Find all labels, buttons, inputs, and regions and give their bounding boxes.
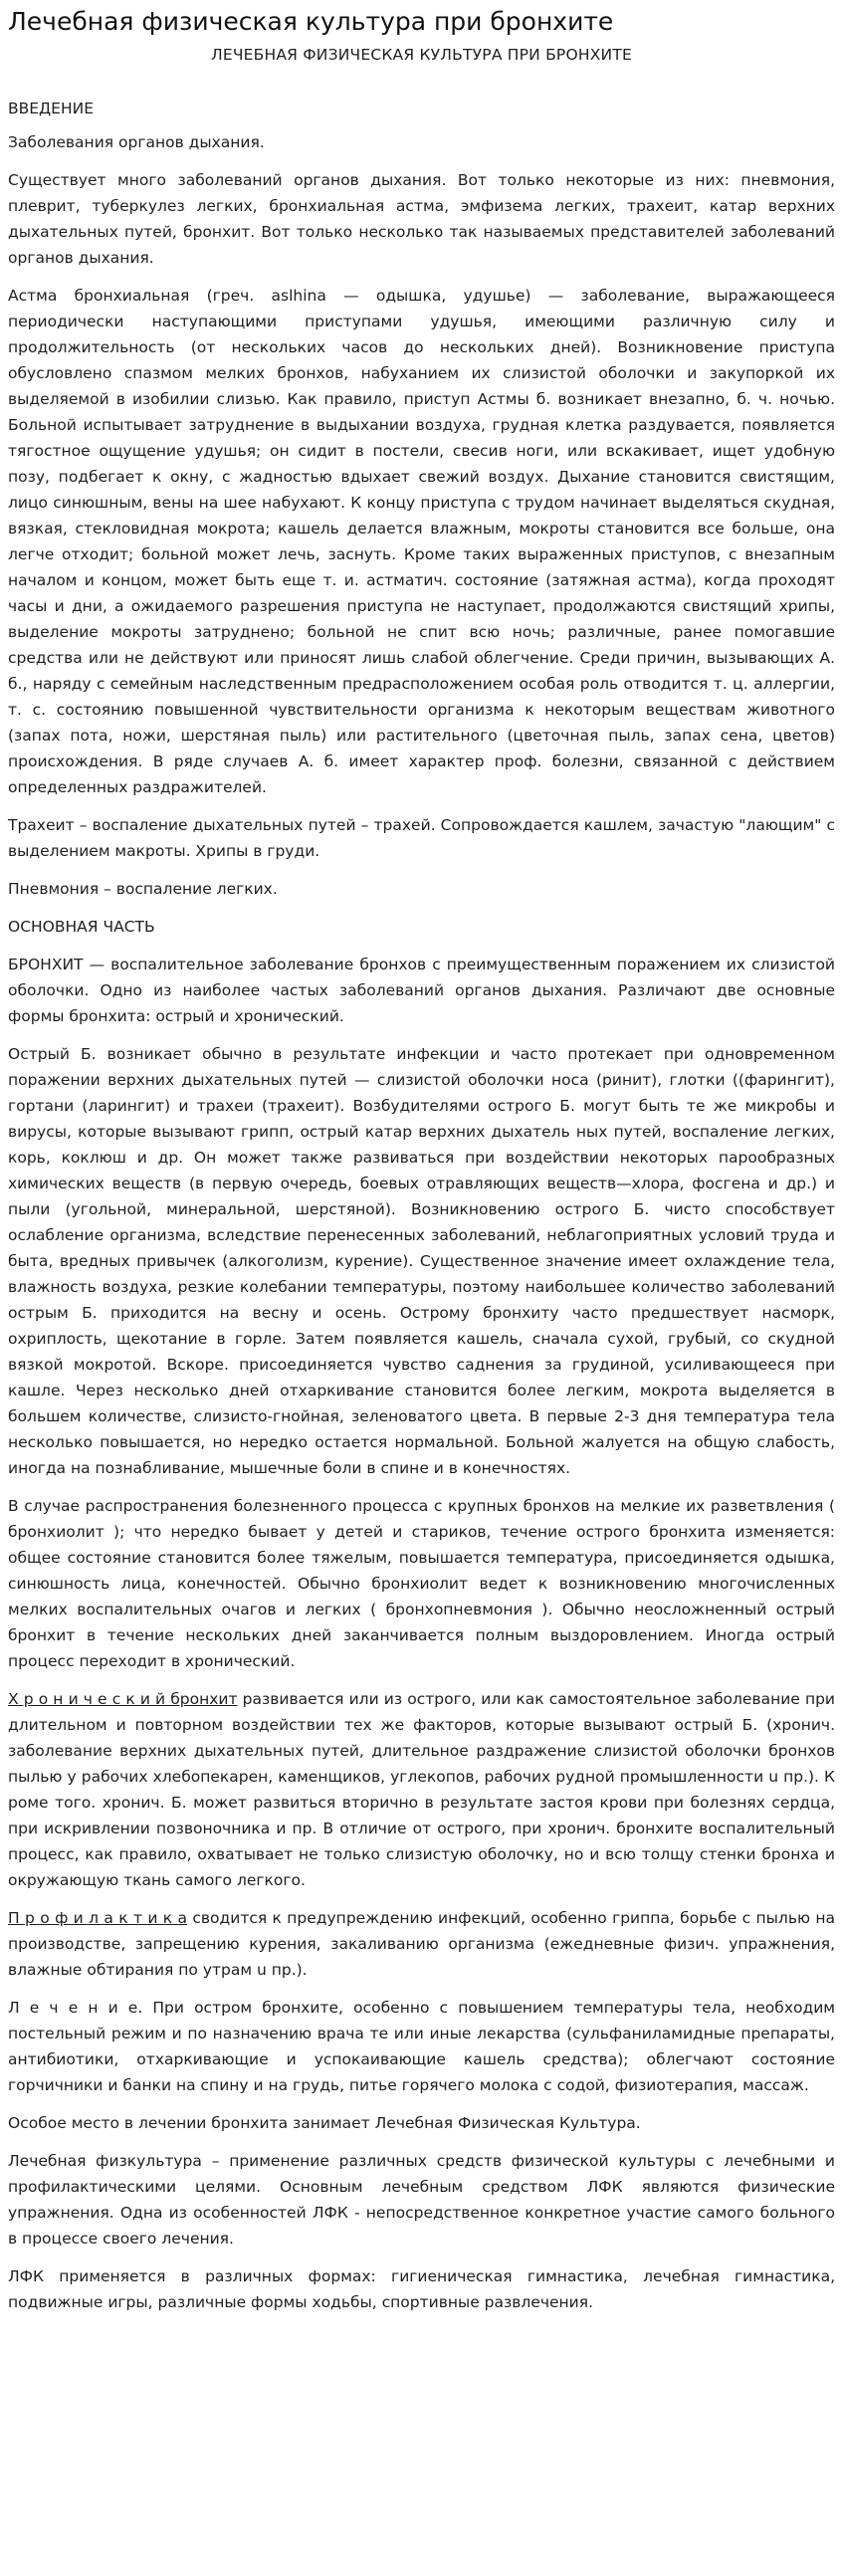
paragraph-tracheitis: Трахеит – воспаление дыхательных путей – трахей. Сопровождается кашлем, зачастую "лающим" с выделением макроты. Хрипы в груди. <box>8 816 835 860</box>
paragraph-lfk: Лечебная физкультура – применение различных средств физической культуры с лечебными и профилактическими целями. Основным лечебным средством ЛФК являются физические упражнения. Одна из особенностей ЛФК - непосредственное конкретное участие самого больного в процессе своего лечения. <box>8 2152 835 2248</box>
intro-subheading: Заболевания органов дыхания. <box>8 133 265 151</box>
paragraph-pneumonia: Пневмония – воспаление легких. <box>8 880 278 898</box>
paragraph-prophylaxis <box>8 1905 835 1983</box>
paragraph-spread: В случае распространения болезненного процесса с крупных бронхов на мелкие их разветвления ( бронхиолит ); что нередко бывает у детей и стариков, течение острого бронхита изменяется: общее состояние становится более тяжелым, повышается температура, присоединяется одышка, синюшность лица, конечностей. Обычно бронхиолит ведет к возникновению многочисленных мелких воспалительных очагов и легких ( бронхопневмония ). Обычно неосложненный острый бронхит в течение нескольких дней заканчивается полным выздоровлением. Иногда острый процесс переходит в хронический. <box>8 1497 835 1670</box>
page-title: Лечебная физическая культура при бронхите <box>8 7 614 36</box>
paragraph-chronic <box>8 1686 835 1893</box>
paragraph-intro: Существует много заболеваний органов дыхания. Вот только некоторые из них: пневмония, плеврит, туберкулез легких, бронхиальная астма, эмфизема легких, трахеит, катар верхних дыхательных путей, бронхит. Вот только несколько так называемых представителей заболеваний органов дыхания. <box>8 171 835 267</box>
paragraph-treatment <box>8 1995 835 2098</box>
page-subtitle: ЛЕЧЕБНАЯ ФИЗИЧЕСКАЯ КУЛЬТУРА ПРИ БРОНХИТЕ <box>210 46 633 64</box>
treatment-label: Л е ч е н и е. <box>8 1999 143 2017</box>
main-heading: ОСНОВНАЯ ЧАСТЬ <box>8 918 155 936</box>
paragraph-special: Особое место в лечении бронхита занимает Лечебная Физическая Культура. <box>8 2114 641 2132</box>
prophylaxis-text: сводится к предупреждению инфекций, особенно гриппа, борьбе с пылью на производстве, запрещению курения, закаливанию организма (ежедневные физич. упражнения, влажные обтирания по утрам u пр.). <box>8 1909 835 1979</box>
paragraph-bronchitis: БРОНХИТ — воспалительное заболевание бронхов с преимущественным поражением их слизистой оболочки. Одно из наиболее частых заболеваний органов дыхания. Различают две основные формы бронхита: острый и хронический. <box>8 956 835 1025</box>
paragraph-asthma: Астма бронхиальная (греч. aslhina — одышка, удушье) — заболевание, выражающееся периодически наступающими приступами удушья, имеющими различную силу и продолжительность (от нескольких часов до нескольких дней). Возникновение приступа обусловлено спазмом мелких бронхов, набуханием их слизистой оболочки и закупоркой их выделяемой в изобилии слизью. Как правило, приступ Астмы б. возникает внезапно, б. ч. ночью. Больной испытывает затруднение в выдыхании воздуха, грудная клетка раздувается, появляется тягостное ощущение удушья; он сидит в постели, свесив ноги, или вскакивает, ищет удобную позу, подбегает к окну, с жадностью вдыхает свежий воздух. Дыхание становится свистящим, лицо синюшным, вены на шее набухают. К концу приступа с трудом начинает выделяться скудная, вязкая, стекловидная мокрота; кашель делается влажным, мокроты становится все больше, она легче отходит; больной может лечь, заснуть. Кроме таких выраженных приступов, с внезапным началом и концом, может быть еще т. и. астматич. состояние (затяжная астма), когда проходят часы и дни, а ожидаемого разрешения приступа не наступает, продолжаются свистящий хрипы, выделение мокроты затруднено; больной не спит всю ночь; различные, ранее помогавшие средства или не действуют или приносят лишь слабой облегчение. Среди причин, вызывающих А. б., наряду с семейным наследственным предрасположением особая роль отводится т. ц. аллергии, т. с. состоянию повышенной чувствительности организма к некоторым веществам животного (запах пота, ножи, шерстяная пыль) или растительного (цветочная пыль, запах сена, цветов) происхождения. В ряде случаев А. б. имеет характер проф. болезни, связанной с действием определенных раздражителей. <box>8 287 835 796</box>
paragraph-acute-bronchitis: Острый Б. возникает обычно в результате инфекции и часто протекает при одновременном поражении верхних дыхательных путей — слизистой оболочки носа (ринит), глотки ((фарингит), гортани (ларингит) и трахеи (трахеит). Возбудителями острого Б. могут быть те же микробы и вирусы, которые вызывают грипп, острый катар верхних дыхатель ных путей, воспаление легких, корь, коклюш и др. Он может также развиваться при воздействии некоторых парообразных химических веществ (в первую очередь, боевых отравляющих веществ—хлора, фосгена и др.) и пыли (угольной, минеральной, шерстяной). Возникновению острого Б. чисто способствует ослабление организма, вследствие перенесенных заболеваний, неблагоприятных условий труда и быта, вредных привычек (алкоголизм, курение). Существенное значение имеет охлаждение тела, влажность воздуха, резкие колебании температуры, поэтому наибольшее количество заболеваний острым Б. приходится на весну и осень. Острому бронхиту часто предшествует насморк, охриплость, щекотание в горле. Затем появляется кашель, сначала сухой, грубый, со скудной вязкой мокротой. Вскоре. присоединяется чувство саднения за грудиной, усиливающееся при кашле. Через несколько дней отхаркивание становится более легким, мокрота выделяется в большем количестве, слизисто-гнойная, зеленоватого цвета. В первые 2-3 дня температура тела несколько повышается, но нередко остается нормальной. Больной жалуется на общую слабость, иногда на познабливание, мышечные боли в спине и в конечностях. <box>8 1045 835 1477</box>
chronic-label: Х р о н и ч е с к и й бронхит <box>8 1690 238 1708</box>
intro-heading: ВВЕДЕНИЕ <box>8 100 95 117</box>
prophylaxis-label: П р о ф и л а к т и к а <box>8 1909 188 1927</box>
paragraph-forms: ЛФК применяется в различных формах: гигиеническая гимнастика, лечебная гимнастика, подвижные игры, различные формы ходьбы, спортивные развлечения. <box>8 2267 835 2311</box>
treatment-text: При остром бронхите, особенно с повышением температуры тела, необходим постельный режим и по назначению врача те или иные лекарства (сульфаниламидные препараты, антибиотики, отхаркивающие и успокаивающие кашель средства); облегчают состояние горчичники и банки на спину и на грудь, питье горячего молока с содой, физиотерапия, массаж. <box>8 1999 835 2094</box>
document-page <box>0 6 843 2315</box>
chronic-text: развивается или из острого, или как самостоятельное заболевание при длительном и повторном воздействии тех же факторов, которые вызывают острый Б. (хронич. заболевание верхних дыхательных путей, длительное раздражение слизистой оболочки бронхов пылью у рабочих хлебопекарен, каменщиков, углекопов, рабочих рудной промышленности u пр.). К роме того. хронич. Б. может развиться вторично в результате застоя крови при болезнях сердца, при искривлении позвоночника и пр. В отличие от острого, при хронич. бронхите воспалительный процесс, как правило, охватывает не только слизистую оболочку, но и всю толщу стенки бронха и окружающую ткань самого легкого. <box>8 1690 835 1889</box>
